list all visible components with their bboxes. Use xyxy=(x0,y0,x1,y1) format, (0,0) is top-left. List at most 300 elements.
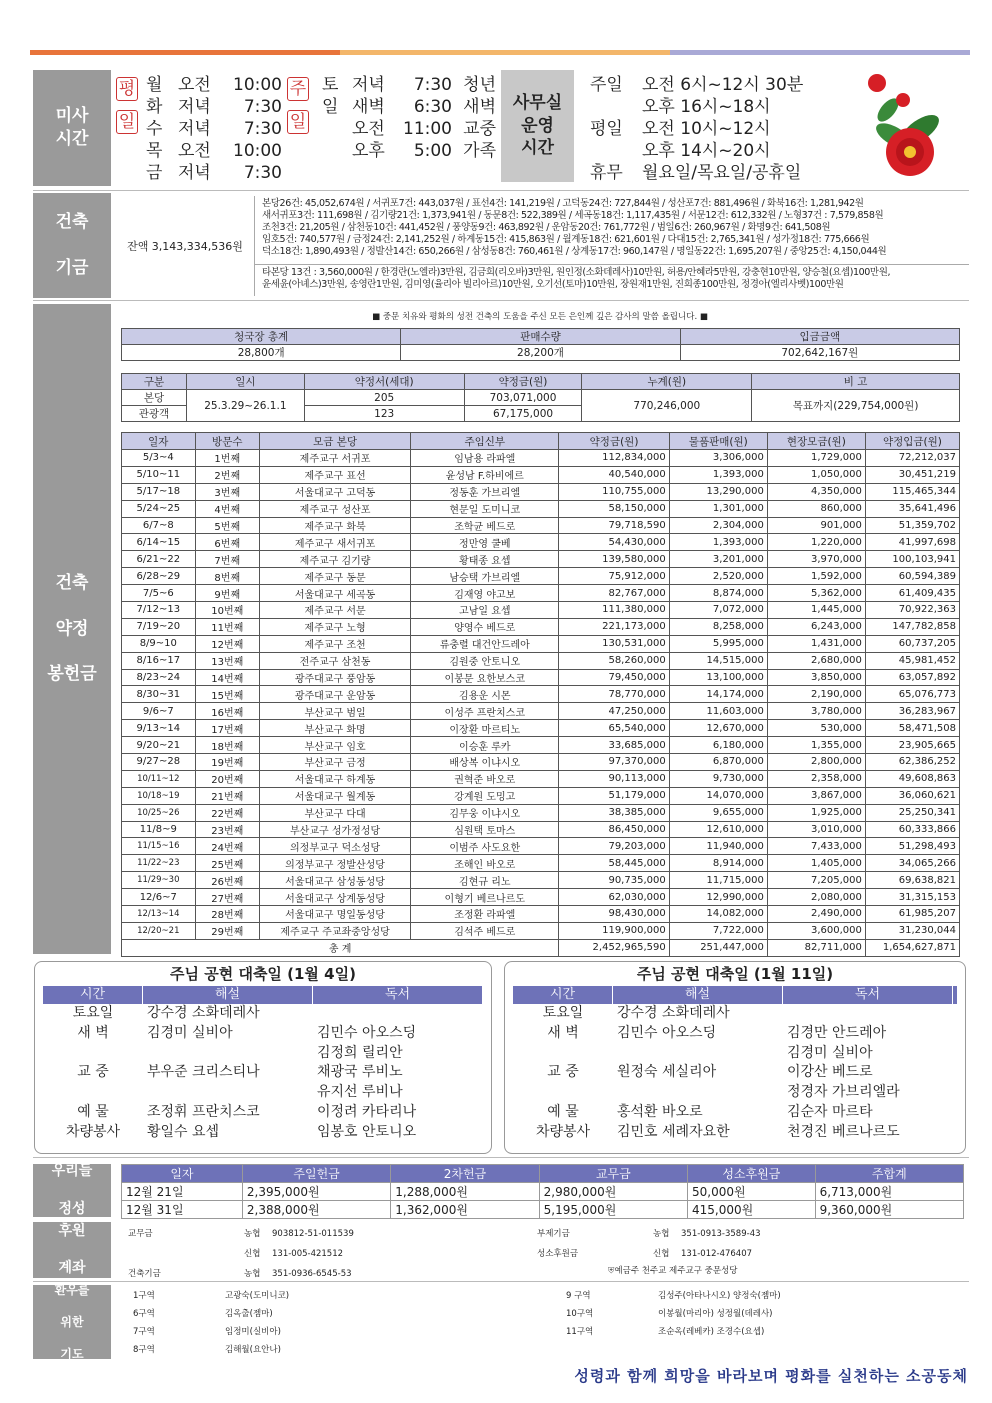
offering-cell: 1,362,000원 xyxy=(391,1201,539,1219)
roster-reader: 김경미 실비아 xyxy=(787,1044,873,1061)
separator xyxy=(33,190,969,191)
table-cell: 4번째 xyxy=(195,500,259,517)
table-row xyxy=(122,906,960,923)
table-cell: 제주교구 서문 xyxy=(259,602,410,619)
table-cell: 9,730,000 xyxy=(669,770,767,787)
mass-time: 5:00 xyxy=(413,141,452,161)
table-cell: 3,780,000 xyxy=(767,703,865,720)
mid-header: 약정서(세대) xyxy=(304,374,464,390)
table-cell: 16번째 xyxy=(195,703,259,720)
table-cell: 221,173,000 xyxy=(559,618,669,635)
table-cell: 강계원 도밍고 xyxy=(411,787,559,804)
office-key xyxy=(590,96,642,118)
prayer-row xyxy=(133,1305,289,1323)
column-header: 방문수 xyxy=(195,433,259,450)
roster-time xyxy=(513,1044,613,1064)
table-cell: 90,113,000 xyxy=(559,770,669,787)
column-header: 현장모금(원) xyxy=(767,433,865,450)
table-cell: 115,465,344 xyxy=(865,483,959,500)
pledge-notice: ■ 중문 치유와 평화의 성전 건축의 도움을 주신 모든 은인께 깊은 감사의 말씀 올립니다. ■ xyxy=(372,312,708,322)
table-cell: 3,306,000 xyxy=(669,450,767,467)
table-row xyxy=(122,534,960,551)
table-cell: 6/28~29 xyxy=(122,568,196,585)
roster-time: 차량봉사 xyxy=(535,1123,591,1140)
table-cell: 3,201,000 xyxy=(669,551,767,568)
account-bank: 농협 xyxy=(244,1269,261,1279)
roster-commentator: 부우준 크리스티나 xyxy=(147,1064,260,1081)
table-cell: 10/25~26 xyxy=(122,804,196,821)
prayer-label: 환우를 위한 기도 xyxy=(33,1285,111,1359)
roster-reader: 정경자 가브리엘라 xyxy=(787,1084,900,1101)
table-cell: 부산교구 금정 xyxy=(259,754,410,771)
table-cell: 21번째 xyxy=(195,787,259,804)
account-bank: 농협 xyxy=(653,1229,670,1239)
table-cell: 1,050,000 xyxy=(767,466,865,483)
table-cell: 60,594,389 xyxy=(865,568,959,585)
mass-time: 10:00 xyxy=(233,75,282,95)
fund-line: 임호5건: 740,577원 / 금정24건: 2,141,252원 / 하계동15건: 415,863원 / 월계동18건: 621,601원 / 다대15건: 2,765,341원 / 성가정18건: 775,666원 xyxy=(262,234,870,245)
office-value: 오전 6시~12시 30분 xyxy=(642,75,804,95)
roster-header xyxy=(513,986,957,1004)
table-cell: 이봉문 요한보스코 xyxy=(411,669,559,686)
table-cell: 6번째 xyxy=(195,534,259,551)
total-value: 251,447,000 xyxy=(669,939,767,956)
sunday-box-2: 일 xyxy=(287,110,309,134)
table-cell: 860,000 xyxy=(767,500,865,517)
mass-row xyxy=(322,140,496,162)
office-row xyxy=(590,96,803,118)
table-row xyxy=(122,618,960,635)
roster-row xyxy=(43,1063,483,1083)
roster-col-header: 시간 xyxy=(513,986,613,1004)
roster-commentator xyxy=(143,1044,313,1064)
table-cell: 제주교구 주교좌중앙성당 xyxy=(259,922,410,939)
mass-part: 오전 xyxy=(178,75,211,95)
roster-col-header: 해설 xyxy=(143,986,313,1004)
prayer-zone: 9 구역 xyxy=(566,1291,591,1301)
table-cell: 김용운 시몬 xyxy=(411,686,559,703)
offering-cell: 2,388,000원 xyxy=(242,1201,390,1219)
table-cell: 2,520,000 xyxy=(669,568,767,585)
table-cell: 29번째 xyxy=(195,922,259,939)
roster-reader: 이정려 카타리나 xyxy=(317,1103,417,1120)
table-cell: 1,729,000 xyxy=(767,450,865,467)
table-cell: 110,755,000 xyxy=(559,483,669,500)
office-value: 오후 14시~20시 xyxy=(642,141,771,161)
table-cell: 1,405,000 xyxy=(767,855,865,872)
table-cell: 38,385,000 xyxy=(559,804,669,821)
prayer-zone: 6구역 xyxy=(133,1309,155,1319)
table-cell: 14번째 xyxy=(195,669,259,686)
table-row xyxy=(122,517,960,534)
table-cell: 1,355,000 xyxy=(767,737,865,754)
prayer-zone: 11구역 xyxy=(566,1327,594,1337)
mid-total: 770,246,000 xyxy=(582,390,752,422)
table-cell: 이성주 프란치스코 xyxy=(411,703,559,720)
table-cell: 2,304,000 xyxy=(669,517,767,534)
fund-line: 윤세윤(아녜스)3만원, 송영란1만원, 김미영(율리아 빌리아르)10만원, 오기선(토마)10만원, 장원재1만원, 진희종100만원, 정경아(엘리사벳)100만원 xyxy=(262,279,844,290)
table-cell: 황태종 요셉 xyxy=(411,551,559,568)
table-cell: 147,782,858 xyxy=(865,618,959,635)
table-cell: 제주교구 김기량 xyxy=(259,551,410,568)
offering-cell: 5,195,000원 xyxy=(539,1201,687,1219)
account-number: 131-005-421512 xyxy=(272,1249,344,1259)
total-value: 82,711,000 xyxy=(767,939,865,956)
table-cell: 이형기 베르나르도 xyxy=(411,889,559,906)
top-bar-yellow xyxy=(340,50,670,55)
table-cell: 25번째 xyxy=(195,855,259,872)
roster-commentator: 김경미 실비아 xyxy=(147,1024,233,1041)
offering-cell: 12월 21일 xyxy=(122,1183,243,1201)
offering-header: 주일헌금 xyxy=(242,1165,390,1183)
roster-commentator xyxy=(143,1083,313,1103)
mass-day xyxy=(322,140,352,162)
table-row xyxy=(122,635,960,652)
table-cell: 130,531,000 xyxy=(559,635,669,652)
mass-time: 7:30 xyxy=(243,119,282,139)
table-header-row xyxy=(122,433,960,450)
table-cell: 530,000 xyxy=(767,720,865,737)
roster-row xyxy=(43,1123,483,1143)
table-cell: 9/6~7 xyxy=(122,703,196,720)
office-value: 오전 10시~12시 xyxy=(642,119,771,139)
fund-line: 덕소18건: 1,890,493원 / 정발산14건: 650,266원 / 삼성동8건: 760,461원 / 상계동17건: 960,147원 / 명일동22건: 1,695,207원 / 중앙25건: 4,150,044원 xyxy=(262,246,887,257)
office-row xyxy=(590,162,803,184)
table-cell: 광주대교구 운암동 xyxy=(259,686,410,703)
table-cell: 70,922,363 xyxy=(865,602,959,619)
prayer-left xyxy=(133,1287,289,1359)
roster-reader: 천경진 베르나르도 xyxy=(787,1123,900,1140)
table-cell: 부산교구 화명 xyxy=(259,720,410,737)
mass-time: 6:30 xyxy=(413,97,452,117)
office-value: 오후 16시~18시 xyxy=(642,97,771,117)
table-cell: 1,393,000 xyxy=(669,534,767,551)
roster-time: 차량봉사 xyxy=(65,1123,121,1140)
prayer-names: 조순옥(레베카) 조경수(요셉) xyxy=(658,1327,765,1337)
mass-row xyxy=(146,74,282,96)
table-cell: 서울대교구 명일동성당 xyxy=(259,906,410,923)
office-hours-list xyxy=(590,74,803,184)
table-cell: 25,250,341 xyxy=(865,804,959,821)
roster-commentator: 황일수 요셉 xyxy=(147,1123,220,1140)
fund-line: 새서귀포3건: 111,698원 / 김기량21건: 1,373,941원 / 동문8건: 522,389원 / 세곡동18건: 1,117,435원 / 서문12건: 612,332원 / 노형37건 : 7,579,858원 xyxy=(262,210,884,221)
table-cell: 서울대교구 세곡동 xyxy=(259,585,410,602)
table-cell: 김석주 베드로 xyxy=(411,922,559,939)
table-cell: 의정부교구 덕소성당 xyxy=(259,838,410,855)
table-cell: 1,592,000 xyxy=(767,568,865,585)
office-row xyxy=(590,74,803,96)
table-cell: 김현규 리노 xyxy=(411,872,559,889)
table-row xyxy=(122,855,960,872)
table-cell: 5,995,000 xyxy=(669,635,767,652)
table-cell: 47,250,000 xyxy=(559,703,669,720)
account-bank: 신협 xyxy=(653,1249,670,1259)
table-cell: 112,834,000 xyxy=(559,450,669,467)
table-cell: 6/7~8 xyxy=(122,517,196,534)
roster-time: 예 물 xyxy=(77,1103,109,1120)
table-cell: 서울대교구 삼성동성당 xyxy=(259,872,410,889)
prayer-names: 임정미(실비아) xyxy=(225,1327,281,1337)
roster-time: 새 벽 xyxy=(77,1024,109,1041)
table-row xyxy=(122,804,960,821)
account-name: 교무금 xyxy=(128,1229,153,1239)
roster-time: 새 벽 xyxy=(547,1024,579,1041)
offering-cell: 1,288,000원 xyxy=(391,1183,539,1201)
roster-row xyxy=(43,1044,483,1064)
table-cell: 2,490,000 xyxy=(767,906,865,923)
offering-row xyxy=(122,1183,964,1201)
mass-row xyxy=(146,118,282,140)
table-cell: 111,380,000 xyxy=(559,602,669,619)
roster-title: 주님 공현 대축일 (1월 4일) xyxy=(170,965,356,983)
offering-header: 주합계 xyxy=(815,1165,963,1183)
roster-col-header: 시간 xyxy=(43,986,143,1004)
office-hours-label: 사무실 운영 시간 xyxy=(501,70,574,182)
table-cell: 광주대교구 풍암동 xyxy=(259,669,410,686)
table-cell: 51,359,702 xyxy=(865,517,959,534)
table-cell: 8,914,000 xyxy=(669,855,767,872)
table-cell: 86,450,000 xyxy=(559,821,669,838)
table-cell: 제주교구 표선 xyxy=(259,466,410,483)
table-cell: 7,722,000 xyxy=(669,922,767,939)
roster-header xyxy=(43,986,483,1004)
table-cell: 7번째 xyxy=(195,551,259,568)
table-cell: 41,997,698 xyxy=(865,534,959,551)
mid-period: 25.3.29~26.1.1 xyxy=(186,390,304,422)
table-cell: 24번째 xyxy=(195,838,259,855)
table-cell: 8/9~10 xyxy=(122,635,196,652)
table-cell: 6,243,000 xyxy=(767,618,865,635)
summary-header: 판매수량 xyxy=(401,329,680,345)
roster-reader xyxy=(783,1004,953,1024)
prayer-names: 김해월(요안나) xyxy=(225,1345,281,1355)
table-cell: 권혁준 바오로 xyxy=(411,770,559,787)
mass-part: 오전 xyxy=(178,141,211,161)
accounts-label: 후원 계좌 xyxy=(33,1222,111,1278)
table-row xyxy=(122,568,960,585)
column-header: 약정금(원) xyxy=(559,433,669,450)
table-row xyxy=(122,652,960,669)
table-cell: 윤성남 F.하비에르 xyxy=(411,466,559,483)
table-cell: 제주교구 성산포 xyxy=(259,500,410,517)
prayer-names: 김성주(아타나시오) 양정숙(젬마) xyxy=(658,1291,781,1301)
offering-cell: 6,713,000원 xyxy=(815,1183,963,1201)
mass-part: 저녁 xyxy=(178,97,211,117)
account-row xyxy=(537,1244,761,1264)
roster-reader xyxy=(313,1004,483,1024)
table-cell: 8,874,000 xyxy=(669,585,767,602)
roster-commentator: 김민호 세례자요한 xyxy=(617,1123,730,1140)
prayer-names: 이봉월(마리아) 성정월(데레사) xyxy=(658,1309,773,1319)
table-cell: 13,100,000 xyxy=(669,669,767,686)
table-cell: 19번째 xyxy=(195,754,259,771)
table-cell: 33,685,000 xyxy=(559,737,669,754)
prayer-row xyxy=(566,1305,781,1323)
weekday-mass-list xyxy=(146,74,282,184)
table-cell: 제주교구 조천 xyxy=(259,635,410,652)
offering-cell: 50,000원 xyxy=(688,1183,816,1201)
table-cell: 36,060,621 xyxy=(865,787,959,804)
roster-reader: 채광국 루비노 xyxy=(317,1064,403,1081)
account-holder: ⛨예금주 천주교 제주교구 중문성당 xyxy=(608,1266,738,1276)
table-cell: 3,850,000 xyxy=(767,669,865,686)
roster-reader: 김민수 아오스딩 xyxy=(317,1024,417,1041)
mass-day: 화 xyxy=(146,97,163,117)
mid-amount: 67,175,000 xyxy=(464,406,582,422)
camellia-flower-icon xyxy=(858,70,958,180)
table-row xyxy=(122,838,960,855)
mass-day: 금 xyxy=(146,163,163,183)
table-cell: 4,350,000 xyxy=(767,483,865,500)
table-cell: 28번째 xyxy=(195,906,259,923)
prayer-zone: 7구역 xyxy=(133,1327,155,1337)
separator xyxy=(33,300,969,301)
prayer-row xyxy=(133,1323,289,1341)
roster-reader: 유지선 루비나 xyxy=(317,1084,403,1101)
roster-commentator: 홍석환 바오로 xyxy=(617,1103,703,1120)
table-row xyxy=(122,821,960,838)
mass-row xyxy=(322,74,496,96)
table-cell: 9번째 xyxy=(195,585,259,602)
roster-row xyxy=(43,1024,483,1044)
table-cell: 65,076,773 xyxy=(865,686,959,703)
table-cell: 조해인 바오로 xyxy=(411,855,559,872)
roster-col-header: 해설 xyxy=(613,986,783,1004)
prayer-row xyxy=(566,1287,781,1305)
table-cell: 79,203,000 xyxy=(559,838,669,855)
table-cell: 62,386,252 xyxy=(865,754,959,771)
fund-line: 타본당 13건 : 3,560,000원 / 한경란(노엘라)3만원, 김금희(리오바)3만원, 원인정(소화데레사)10만원, 허용/안혜라5만원, 강충현10만원, 양승철(요셉)100만원, xyxy=(262,267,891,278)
table-cell: 1,301,000 xyxy=(669,500,767,517)
table-cell: 12/13~14 xyxy=(122,906,196,923)
table-cell: 12,670,000 xyxy=(669,720,767,737)
table-cell: 79,718,590 xyxy=(559,517,669,534)
table-cell: 12/20~21 xyxy=(122,922,196,939)
office-row xyxy=(590,118,803,140)
table-cell: 5/3~4 xyxy=(122,450,196,467)
table-row xyxy=(122,500,960,517)
account-number: 351-0913-3589-43 xyxy=(681,1229,761,1239)
table-cell: 2,358,000 xyxy=(767,770,865,787)
table-cell: 90,735,000 xyxy=(559,872,669,889)
table-row xyxy=(122,466,960,483)
account-row xyxy=(128,1244,354,1264)
table-cell: 이범주 사도요한 xyxy=(411,838,559,855)
table-cell: 97,370,000 xyxy=(559,754,669,771)
pledge-visit-table xyxy=(121,432,960,957)
table-cell: 11,603,000 xyxy=(669,703,767,720)
mass-part: 저녁 xyxy=(352,75,385,95)
office-key xyxy=(590,140,642,162)
mass-time: 7:30 xyxy=(413,75,452,95)
mid-header: 비 고 xyxy=(752,374,960,390)
office-row xyxy=(590,140,803,162)
table-cell: 조학균 베드로 xyxy=(411,517,559,534)
table-cell: 11,715,000 xyxy=(669,872,767,889)
roster-time xyxy=(43,1044,143,1064)
roster-row xyxy=(513,1103,957,1123)
table-cell: 22번째 xyxy=(195,804,259,821)
table-cell: 5,362,000 xyxy=(767,585,865,602)
table-row xyxy=(122,737,960,754)
table-cell: 1,431,000 xyxy=(767,635,865,652)
table-cell: 3,867,000 xyxy=(767,787,865,804)
table-cell: 9/20~21 xyxy=(122,737,196,754)
table-cell: 13번째 xyxy=(195,652,259,669)
table-cell: 12번째 xyxy=(195,635,259,652)
table-cell: 75,912,000 xyxy=(559,568,669,585)
offering-cell: 2,980,000원 xyxy=(539,1183,687,1201)
offering-header: 교무금 xyxy=(539,1165,687,1183)
account-number: 903812-51-011539 xyxy=(272,1229,354,1239)
table-row xyxy=(122,551,960,568)
table-cell: 6/21~22 xyxy=(122,551,196,568)
table-cell: 7,072,000 xyxy=(669,602,767,619)
table-cell: 3,010,000 xyxy=(767,821,865,838)
table-cell: 김재영 야고보 xyxy=(411,585,559,602)
table-cell: 30,451,219 xyxy=(865,466,959,483)
sunday-box-1: 주 xyxy=(287,77,309,101)
roster-row xyxy=(513,1004,957,1024)
offering-header: 성소후원금 xyxy=(688,1165,816,1183)
table-cell: 11번째 xyxy=(195,618,259,635)
table-cell: 9,655,000 xyxy=(669,804,767,821)
table-cell: 김원중 안토니오 xyxy=(411,652,559,669)
table-cell: 7,205,000 xyxy=(767,872,865,889)
roster-row xyxy=(513,1083,957,1103)
account-name: 성소후원금 xyxy=(537,1249,579,1259)
table-row xyxy=(122,686,960,703)
mass-time: 10:00 xyxy=(233,141,282,161)
table-cell: 임남용 라파엘 xyxy=(411,450,559,467)
table-cell: 서울대교구 하계동 xyxy=(259,770,410,787)
mass-part: 새벽 xyxy=(352,97,385,117)
summary-value: 702,642,167원 xyxy=(680,345,959,361)
table-cell: 10/11~12 xyxy=(122,770,196,787)
mass-row xyxy=(146,140,282,162)
table-row xyxy=(122,872,960,889)
table-row xyxy=(122,669,960,686)
roster-commentator: 강수경 소화데레사 xyxy=(617,1005,730,1021)
column-header: 주임신부 xyxy=(411,433,559,450)
table-cell: 1,393,000 xyxy=(669,466,767,483)
mass-day: 목 xyxy=(146,141,163,161)
table-cell: 62,030,000 xyxy=(559,889,669,906)
roster-row xyxy=(513,1044,957,1064)
table-cell: 1,220,000 xyxy=(767,534,865,551)
table-cell: 6/14~15 xyxy=(122,534,196,551)
table-row xyxy=(122,720,960,737)
summary-value: 28,800개 xyxy=(122,345,401,361)
total-value: 1,654,627,871 xyxy=(865,939,959,956)
table-cell: 3,600,000 xyxy=(767,922,865,939)
mass-day: 일 xyxy=(322,97,339,117)
offering-row xyxy=(122,1201,964,1219)
mass-row xyxy=(146,96,282,118)
fund-donor-list xyxy=(262,267,890,291)
mass-day: 토 xyxy=(322,75,339,95)
mass-type: 청년 xyxy=(463,75,496,95)
table-cell: 11/8~9 xyxy=(122,821,196,838)
table-cell: 100,103,941 xyxy=(865,551,959,568)
offering-cell: 9,360,000원 xyxy=(815,1201,963,1219)
column-header: 물품판매(원) xyxy=(669,433,767,450)
prayer-zone: 1구역 xyxy=(133,1291,155,1301)
table-cell: 36,283,967 xyxy=(865,703,959,720)
roster-commentator: 김민수 아오스딩 xyxy=(617,1024,717,1041)
account-name: 건축기금 xyxy=(128,1269,161,1279)
table-cell: 23번째 xyxy=(195,821,259,838)
